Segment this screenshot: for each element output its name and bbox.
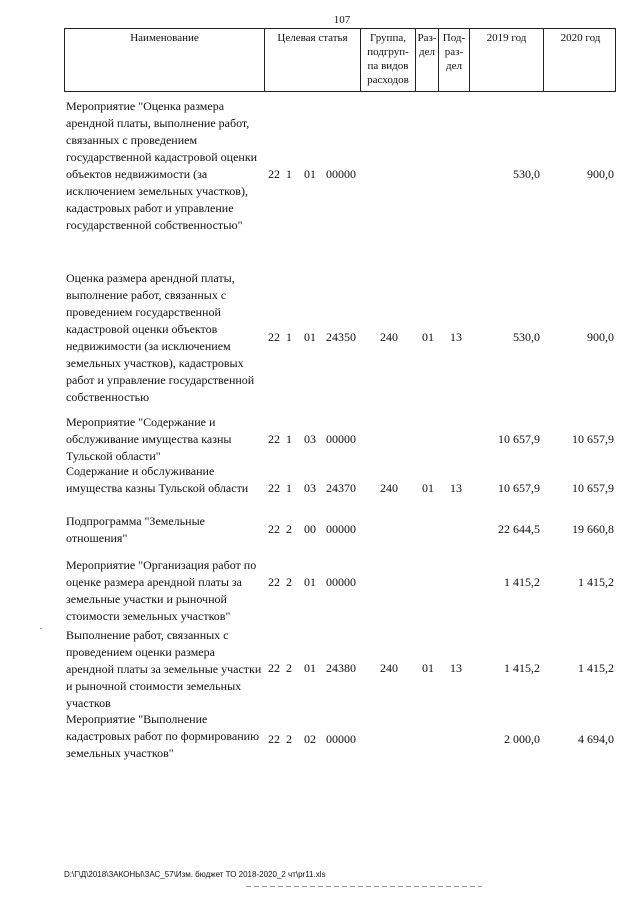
row-2020: 1 415,2 bbox=[578, 575, 614, 589]
row-code-part3: 00 bbox=[304, 522, 316, 536]
row-code-part2: 1 bbox=[286, 167, 292, 181]
row-code-part1: 22 bbox=[268, 432, 280, 446]
header-2020-label: 2020 год bbox=[560, 32, 601, 44]
row-code-part4: 00000 bbox=[326, 575, 356, 589]
scan-artifact-line bbox=[246, 886, 482, 887]
row-name: Мероприятие "Содержание и обслуживание имущества казны Тульской области" bbox=[66, 415, 232, 463]
row-code-part3: 03 bbox=[304, 432, 316, 446]
row-code-part1: 22 bbox=[268, 522, 280, 536]
header-razdel-label: Раз- дел bbox=[417, 32, 437, 58]
row-code-part3: 01 bbox=[304, 661, 316, 675]
row-code-part1: 22 bbox=[268, 661, 280, 675]
row-podrazdel: 13 bbox=[450, 661, 462, 675]
row-code-part4: 00000 bbox=[326, 167, 356, 181]
table-header bbox=[64, 28, 616, 92]
file-path-footer: D:\Г\Д\2018\ЗАКОНЫ\ЗАС_57\Изм. бюджет ТО 2018-2020_2 чт\pr11.xls bbox=[64, 870, 326, 879]
row-code-part1: 22 bbox=[268, 575, 280, 589]
page-number: 107 bbox=[333, 14, 351, 26]
row-name: Мероприятие "Организация работ по оценке размера арендной платы за земельные участки и рыночной стоимости земельных участков" bbox=[66, 558, 257, 623]
header-target-label: Целевая статья bbox=[277, 32, 348, 44]
row-code-part2: 2 bbox=[286, 732, 292, 746]
row-code-part1: 22 bbox=[268, 732, 280, 746]
row-name: Выполнение работ, связанных с проведением оценки размера арендной платы за земельные участки и рыночной стоимости земельных участков bbox=[66, 628, 262, 710]
row-2020: 10 657,9 bbox=[572, 481, 614, 495]
row-code-part3: 01 bbox=[304, 575, 316, 589]
header-razdel bbox=[415, 29, 438, 91]
row-code-part2: 1 bbox=[286, 432, 292, 446]
row-razdel: 01 bbox=[422, 481, 434, 495]
row-2019: 22 644,5 bbox=[498, 522, 540, 536]
row-podrazdel: 13 bbox=[450, 330, 462, 344]
row-code-part4: 24370 bbox=[326, 481, 356, 495]
row-name: Мероприятие "Оценка размера арендной платы, выполнение работ, связанных с проведением государственной кадастровой оценки объектов недвижимости (за исключением земельных участков), кадастровых работ и управление государственной собственностью" bbox=[66, 99, 258, 232]
header-podrazdel-label: Под- раз- дел bbox=[442, 32, 466, 72]
row-2020: 1 415,2 bbox=[578, 661, 614, 675]
row-2019: 1 415,2 bbox=[504, 661, 540, 675]
header-name-label: Наименование bbox=[130, 32, 199, 44]
row-2019: 1 415,2 bbox=[504, 575, 540, 589]
row-2019: 2 000,0 bbox=[504, 732, 540, 746]
row-podrazdel: 13 bbox=[450, 481, 462, 495]
header-2019-label: 2019 год bbox=[486, 32, 527, 44]
row-code-part2: 2 bbox=[286, 661, 292, 675]
row-code-part4: 00000 bbox=[326, 432, 356, 446]
row-group: 240 bbox=[380, 481, 398, 495]
header-target bbox=[264, 29, 360, 91]
row-razdel: 01 bbox=[422, 661, 434, 675]
row-2020: 4 694,0 bbox=[578, 732, 614, 746]
header-name bbox=[65, 29, 264, 91]
row-name: Оценка размера арендной платы, выполнение работ, связанных с проведением государственной кадастровой оценки объектов недвижимости (за исключением земельных участков), кадастровых работ и управление государственной собственностью bbox=[66, 271, 255, 404]
row-code-part1: 22 bbox=[268, 167, 280, 181]
row-code-part2: 1 bbox=[286, 330, 292, 344]
row-2020: 900,0 bbox=[587, 167, 614, 181]
row-code-part4: 24350 bbox=[326, 330, 356, 344]
row-2019: 530,0 bbox=[513, 330, 540, 344]
row-code-part1: 22 bbox=[268, 330, 280, 344]
header-group-label: Группа, подгруп- па видов расходов bbox=[367, 32, 409, 86]
header-2019 bbox=[469, 29, 543, 91]
row-code-part1: 22 bbox=[268, 481, 280, 495]
row-2019: 10 657,9 bbox=[498, 432, 540, 446]
header-podrazdel bbox=[438, 29, 469, 91]
row-code-part3: 03 bbox=[304, 481, 316, 495]
row-code-part4: 00000 bbox=[326, 522, 356, 536]
row-code-part2: 2 bbox=[286, 575, 292, 589]
row-2019: 530,0 bbox=[513, 167, 540, 181]
row-2019: 10 657,9 bbox=[498, 481, 540, 495]
header-group bbox=[360, 29, 415, 91]
row-2020: 19 660,8 bbox=[572, 522, 614, 536]
row-code-part2: 1 bbox=[286, 481, 292, 495]
row-name: Содержание и обслуживание имущества казны Тульской области bbox=[66, 464, 249, 495]
row-group: 240 bbox=[380, 330, 398, 344]
row-code-part4: 00000 bbox=[326, 732, 356, 746]
row-group: 240 bbox=[380, 661, 398, 675]
row-razdel: 01 bbox=[422, 330, 434, 344]
row-2020: 900,0 bbox=[587, 330, 614, 344]
row-name: Мероприятие "Выполнение кадастровых работ по формированию земельных участков" bbox=[66, 712, 260, 760]
header-2020 bbox=[543, 29, 617, 91]
row-code-part3: 02 bbox=[304, 732, 316, 746]
row-2020: 10 657,9 bbox=[572, 432, 614, 446]
row-name: Подпрограмма "Земельные отношения" bbox=[66, 514, 205, 545]
row-code-part3: 01 bbox=[304, 167, 316, 181]
scan-mark bbox=[40, 628, 42, 629]
row-code-part3: 01 bbox=[304, 330, 316, 344]
row-code-part4: 24380 bbox=[326, 661, 356, 675]
row-code-part2: 2 bbox=[286, 522, 292, 536]
